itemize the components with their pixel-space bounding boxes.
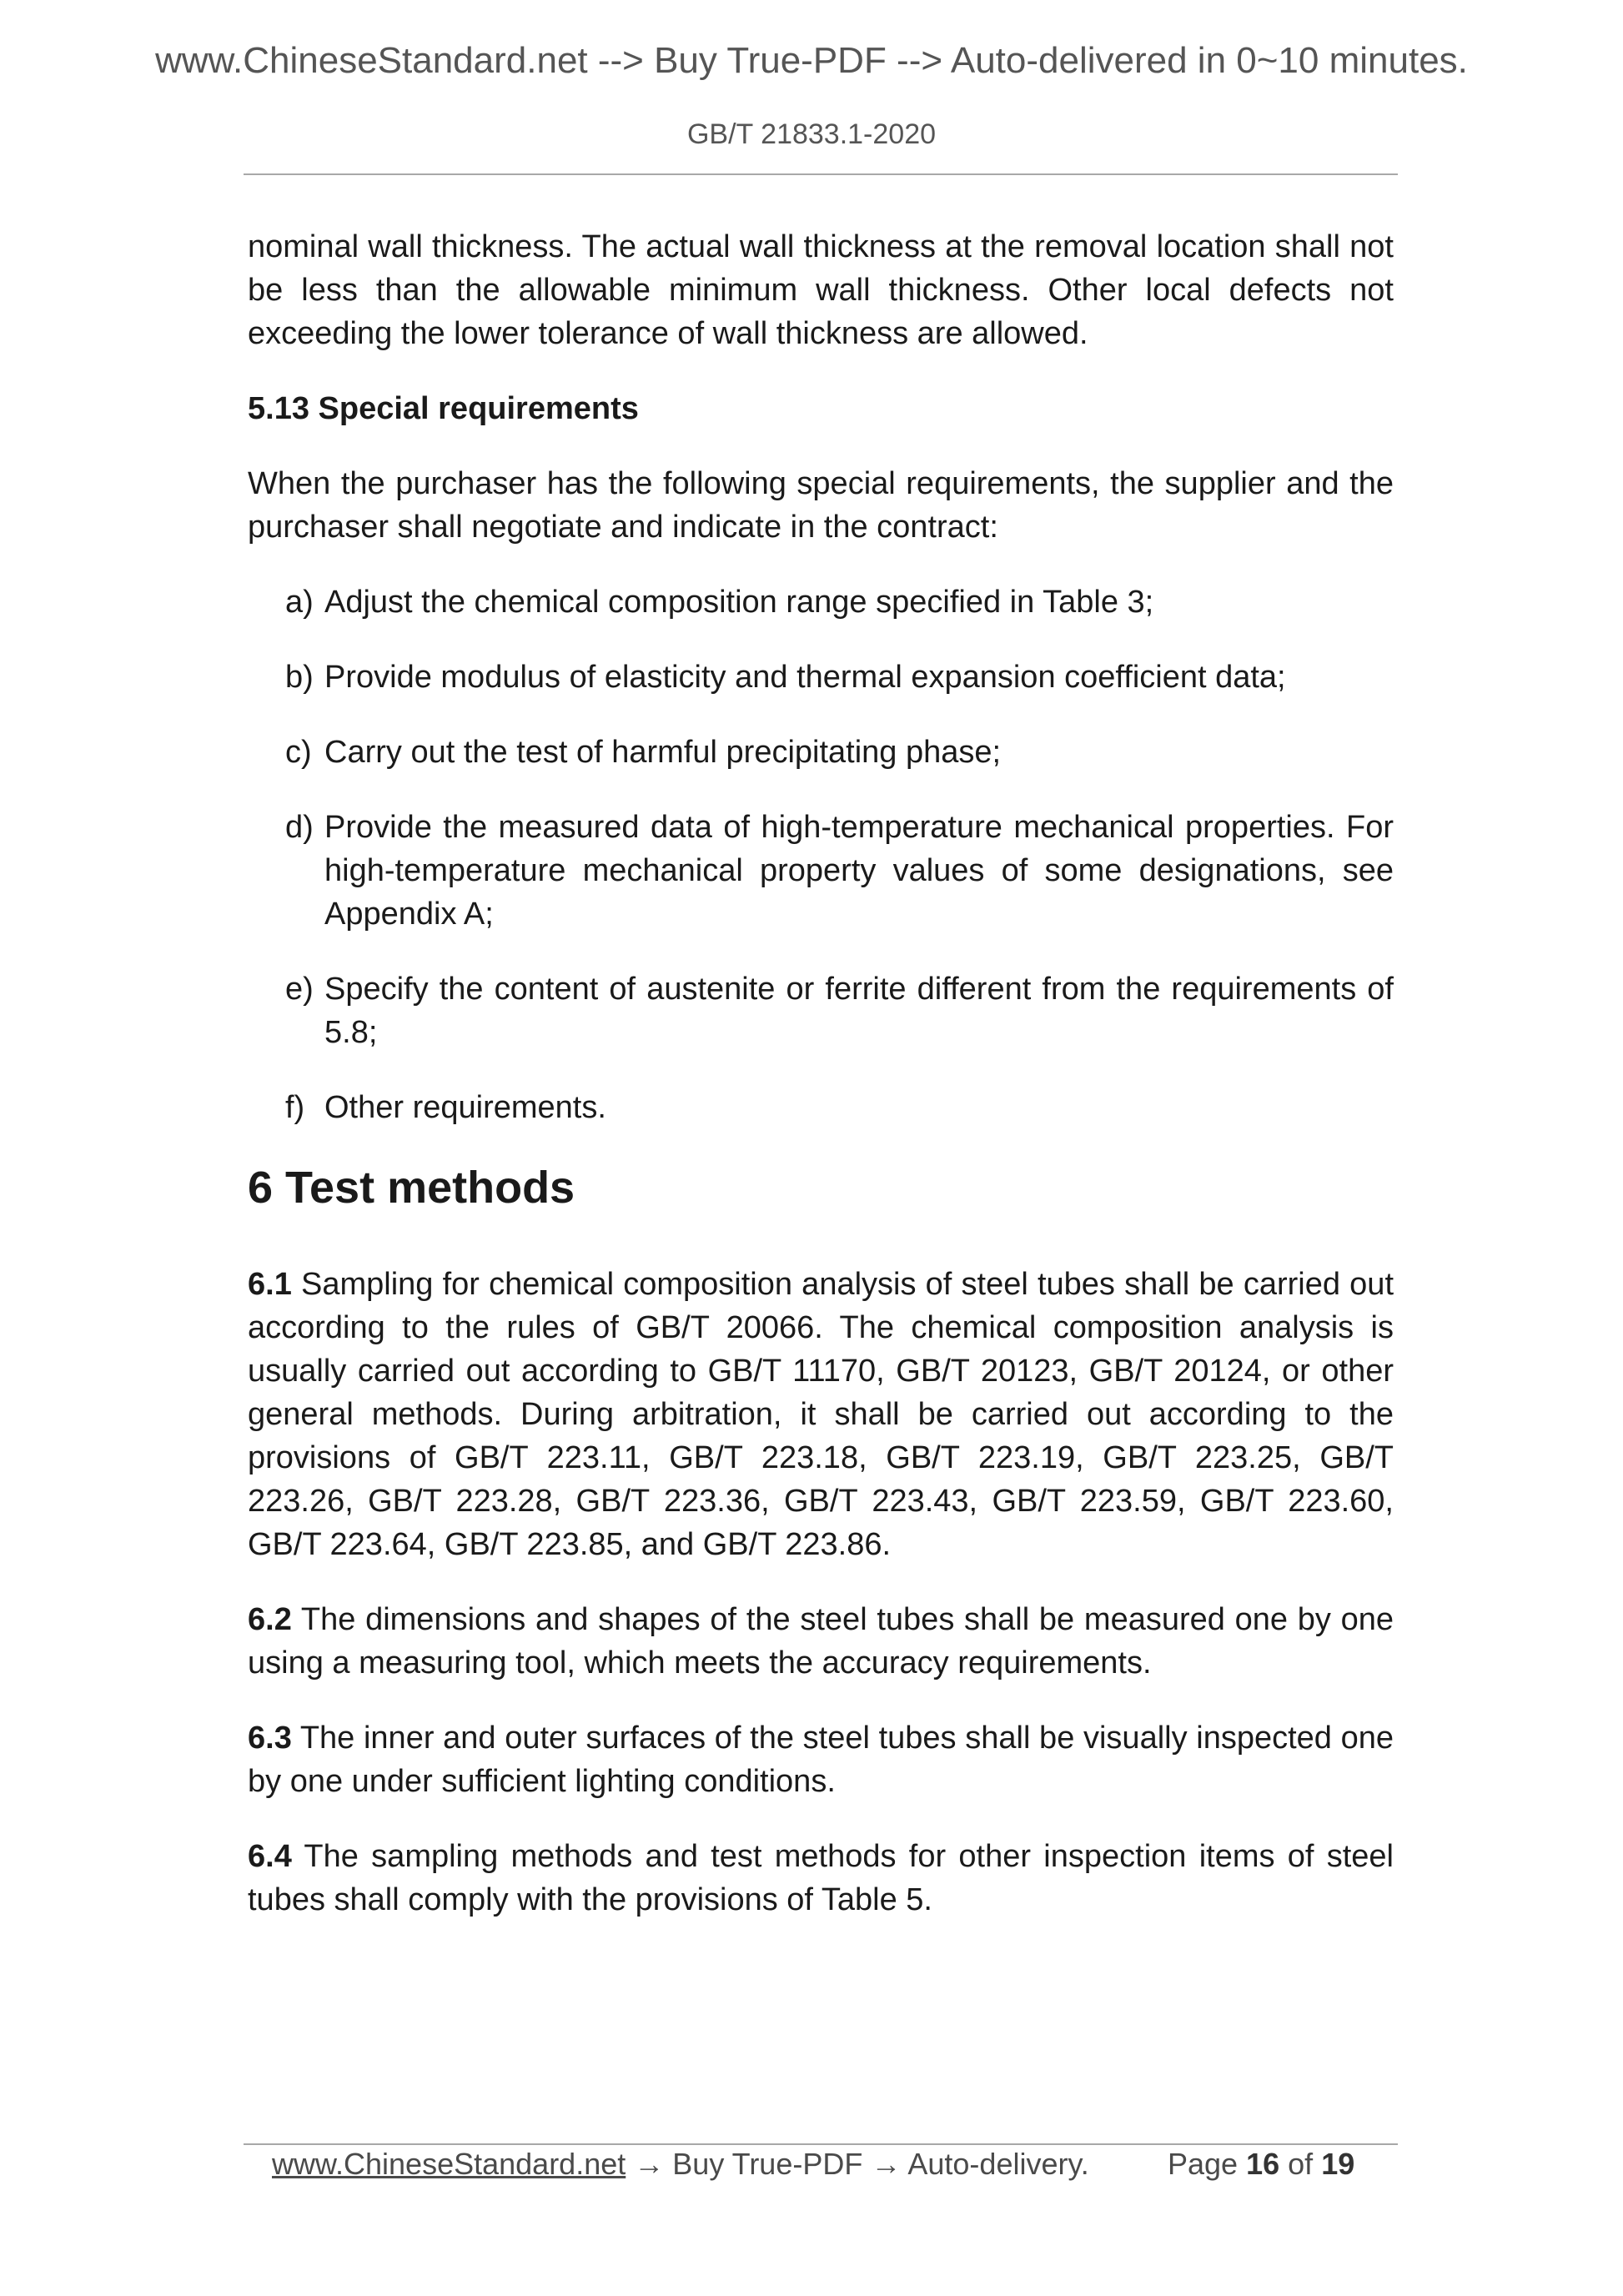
clause-6-3	[248, 1716, 1394, 1803]
list-item-text: Adjust the chemical composition range specified in Table 3;	[324, 585, 1154, 620]
of-word: of	[1288, 2147, 1314, 2181]
list-item-text: Carry out the test of harmful precipitating phase;	[324, 735, 1002, 770]
special-requirements-list	[248, 580, 1394, 1129]
section-6-heading: 6 Test methods	[248, 1163, 575, 1213]
arrow-right-icon: →	[871, 2147, 902, 2181]
total-page-number: 19	[1321, 2147, 1355, 2181]
list-item	[248, 1086, 1394, 1129]
section-5-13-lead: When the purchaser has the following special requirements, the supplier and the purchaser shall negotiate and indicate in the contract:	[248, 466, 1394, 545]
list-item-text: Other requirements.	[324, 1090, 606, 1125]
list-item	[248, 580, 1394, 624]
page-word: Page	[1168, 2147, 1239, 2181]
list-item-mark: d)	[285, 810, 314, 845]
footer-promo	[272, 2147, 1089, 2182]
clause-text: Sampling for chemical composition analysis of steel tubes shall be carried out according to the rules of GB/T 20066. The chemical composition analysis is usually carried out according to GB/T 11170, GB/T 20123, GB/T 20124, or other general methods. During arbitration, it shall be carried out according to the provisions of GB/T 223.11, GB/T 223.18, GB/T 223.19, GB/T 223.25, GB/T 223.26, GB/T 223.28, GB/T 223.36, GB/T 223.43, GB/T 223.59, GB/T 223.60, GB/T 223.64, GB/T 223.85, and GB/T 223.86.	[248, 1267, 1394, 1562]
list-item	[248, 656, 1394, 699]
footer-delivery-text: Auto-delivery.	[907, 2147, 1089, 2181]
list-item-text: Provide modulus of elasticity and thermal expansion coefficient data;	[324, 660, 1286, 695]
list-item-text: Provide the measured data of high-temperature mechanical properties. For high-temperature mechanical property values of some designations, see Appendix A;	[324, 810, 1394, 932]
clause-number: 6.2	[248, 1602, 292, 1637]
footer-buy-text: Buy True-PDF	[672, 2147, 863, 2181]
list-item-mark: e)	[285, 972, 314, 1007]
clause-text: The dimensions and shapes of the steel tubes shall be measured one by one using a measuring tool, which meets the accuracy requirements.	[248, 1602, 1394, 1681]
list-item-mark: f)	[285, 1090, 305, 1125]
section-5-13-heading: 5.13 Special requirements	[248, 391, 639, 426]
list-item-text: Specify the content of austenite or ferrite different from the requirements of 5.8;	[324, 972, 1394, 1050]
page-indicator	[1168, 2147, 1354, 2182]
arrow-right-icon: →	[634, 2147, 665, 2181]
clause-6-1	[248, 1263, 1394, 1566]
page-footer	[0, 2145, 1623, 2195]
clause-number: 6.3	[248, 1721, 292, 1756]
list-item	[248, 806, 1394, 936]
list-item	[248, 731, 1394, 774]
intro-paragraph: nominal wall thickness. The actual wall thickness at the removal location shall not be less than the allowable minimum wall thickness. Other local defects not exceeding the lower tolerance of wall thickness are allowed.	[248, 229, 1394, 351]
current-page-number: 16	[1246, 2147, 1280, 2181]
clause-text: The inner and outer surfaces of the steel tubes shall be visually inspected one by one under sufficient lighting conditions.	[248, 1721, 1394, 1799]
list-item-mark: a)	[285, 585, 314, 620]
list-item-mark: b)	[285, 660, 314, 695]
header-divider	[244, 173, 1398, 175]
clause-6-4	[248, 1835, 1394, 1922]
document-code: GB/T 21833.1-2020	[686, 118, 937, 150]
page-body	[248, 225, 1394, 1953]
list-item	[248, 967, 1394, 1054]
clause-text: The sampling methods and test methods for other inspection items of steel tubes shall comply with the provisions of Table 5.	[248, 1839, 1394, 1917]
clause-number: 6.4	[248, 1839, 292, 1874]
clause-6-2	[248, 1598, 1394, 1685]
footer-site-link[interactable]: www.ChineseStandard.net	[272, 2147, 626, 2181]
clause-number: 6.1	[248, 1267, 292, 1302]
top-banner: www.ChineseStandard.net --> Buy True-PDF --> Auto-delivered in 0~10 minutes.	[155, 40, 1468, 81]
list-item-mark: c)	[285, 735, 312, 770]
